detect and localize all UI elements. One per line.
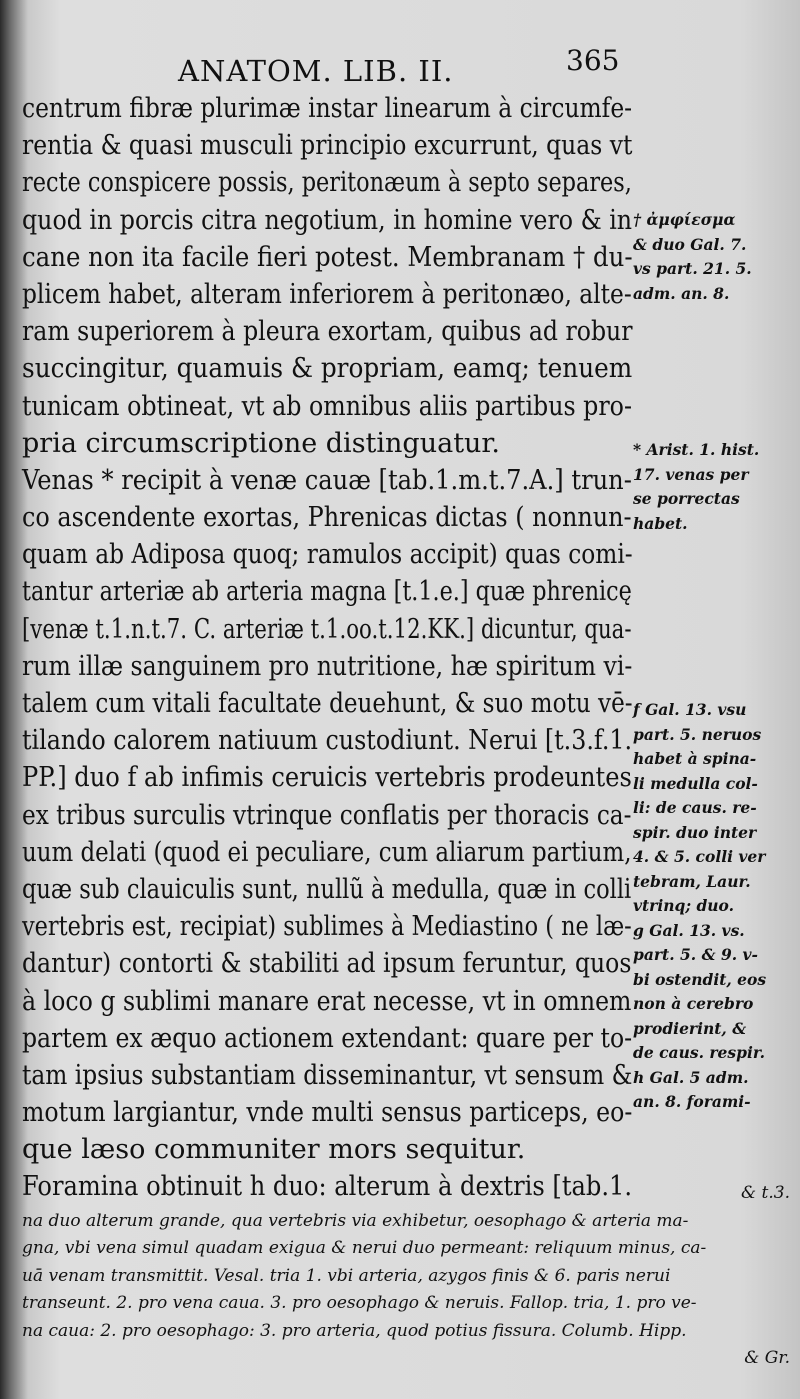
main-text-line: talem cum vitali facultate deuehunt, & suo motu vē- [22,688,633,719]
main-text-line: PP.] duo f ab infimis ceruicis vertebris prodeuntes [22,762,632,794]
main-text-line: ex tribus surculis vtrinque conflatis per thoracis ca- [22,799,632,831]
main-text-line: ram superiorem à pleura exortam, quibus ad robur [22,316,633,348]
main-text-line: à loco g sublimi manare erat necesse, vt in omnem [22,985,632,1017]
main-text-line: tunicam obtineat, vt ab omnibus aliis partibus pro- [22,390,632,422]
footnote-line: na caua: 2. pro oesophago: 3. pro arteria, quod potius fissura. Columb. Hipp. [22,1320,687,1341]
main-text-line: Venas * recipit à venæ cauæ [tab.1.m.t.7.A.] trun- [22,464,632,496]
margin-note-line: li medulla col- [633,773,758,793]
main-text-line: vertebris est, recipiat) sublimes à Mediastino ( ne læ- [22,911,632,943]
main-text-line: rum illæ sanguinem pro nutritione, hæ spiritum vi- [22,650,633,682]
margin-note-line: spir. duo inter [633,822,757,842]
footnote-line: gna, vbi vena simul quadam exigua & nerui duo permeant: reliquum minus, ca- [22,1238,707,1258]
main-text-block [22,90,632,1206]
margin-note-2 [633,438,798,536]
footnote-line: & t.3. [741,1183,790,1203]
main-text-line: Foramina obtinuit h duo: alterum à dextris [tab.1. [22,1171,633,1203]
page-header [0,44,800,90]
margin-note-line: * Arist. 1. hist. [633,440,760,459]
margin-note-line: † ἀμφίεσμα [633,210,736,229]
margin-note-line: tebram, Laur. [633,871,751,891]
main-text-line: quam ab Adiposa quoq; ramulos accipit) quas comi- [22,539,633,571]
main-text-line: tilando calorem natiuum custodiunt. Nerui [t.3.f.1. [22,725,633,757]
main-text-line: uum delati (quod ei peculiare, cum aliarum partium, [22,836,632,868]
main-text-line: cane non ita facile fieri potest. Membranam † du- [22,241,633,273]
margin-note-line: g Gal. 13. vs. [633,920,745,940]
margin-note-line: non à cerebro [633,994,754,1013]
main-text-line: quæ sub clauiculis sunt, nullũ à medulla, quæ in colli [22,873,632,905]
main-text-line: dantur) contorti & stabiliti ad ipsum feruntur, quos [22,948,632,980]
footnote-line: uā venam transmittit. Vesal. tria 1. vbi arteria, azygos finis & 6. paris nerui [22,1265,671,1286]
footnote-line: transeunt. 2. pro vena caua. 3. pro oesophago & neruis. Fallop. tria, 1. pro ve- [22,1293,697,1313]
margin-note-line: 4. & 5. colli ver [633,847,766,866]
margin-note-line: vtrinq; duo. [633,896,735,915]
margin-note-line: part. 5. neruos [633,724,762,744]
margin-note-line: adm. an. 8. [633,283,730,303]
margin-note-line: habet. [633,513,688,533]
margin-note-3 [633,698,798,1115]
margin-note-line: se porrectas [633,489,740,508]
main-text-line: partem ex æquo actionem extendant: quare per to- [22,1022,633,1054]
main-text-line: rentia & quasi musculi principio excurrunt, quas vt [22,130,633,162]
footnote-line: & Gr. [744,1348,790,1368]
main-text-line: plicem habet, alteram inferiorem à peritonæo, alte- [22,278,632,310]
page-number: 365 [566,44,620,77]
main-text-line: que læso communiter mors sequitur. [22,1134,526,1166]
margin-note-line: f Gal. 13. vsu [633,700,747,719]
margin-note-line: part. 5. & 9. v- [633,945,758,964]
margin-note-line: prodierint, & [633,1018,747,1038]
running-head: ANATOM. LIB. II. [178,54,454,88]
main-text-line: co ascendente exortas, Phrenicas dictas ( nonnun- [22,502,632,534]
margin-note-line: habet à spina- [633,749,757,768]
margin-note-line: vs part. 21. 5. [633,259,752,278]
main-text-line: centrum fibræ plurimæ instar linearum à circumfe- [22,93,633,124]
margin-note-line: bi ostendit, eos [633,969,767,989]
main-text-line: recte conspicere possis, peritonæum à septo separes, [22,167,632,199]
main-text-line: quod in porcis citra negotium, in homine vero & in [22,204,633,236]
main-text-line: pria circumscriptione distinguatur. [22,427,500,459]
main-text-line: motum largiantur, vnde multi sensus particeps, eo- [22,1097,633,1129]
margin-note-line: an. 8. forami- [633,1092,751,1111]
margin-note-line: li: de caus. re- [633,798,757,817]
margin-note-line: de caus. respir. [633,1043,765,1062]
margin-note-line: 17. venas per [633,464,749,484]
main-text-line: [venæ t.1.n.t.7. C. arteriæ t.1.oo.t.12.KK.] dicuntur, qua- [22,613,632,645]
footnote-line: na duo alterum grande, qua vertebris via exhibetur, oesophago & arteria ma- [22,1210,689,1231]
main-text-line: succingitur, quamuis & propriam, eamq; tenuem [22,353,633,385]
margin-note-line: & duo Gal. 7. [633,234,747,254]
main-text-line: tantur arteriæ ab arteria magna [t.1.e.] quæ phrenicę [22,576,632,608]
margin-note-1 [633,208,798,306]
margin-note-line: h Gal. 5 adm. [633,1067,749,1087]
main-text-line: tam ipsius substantiam disseminantur, vt sensum & [22,1059,633,1091]
footnote-block [22,1180,794,1373]
